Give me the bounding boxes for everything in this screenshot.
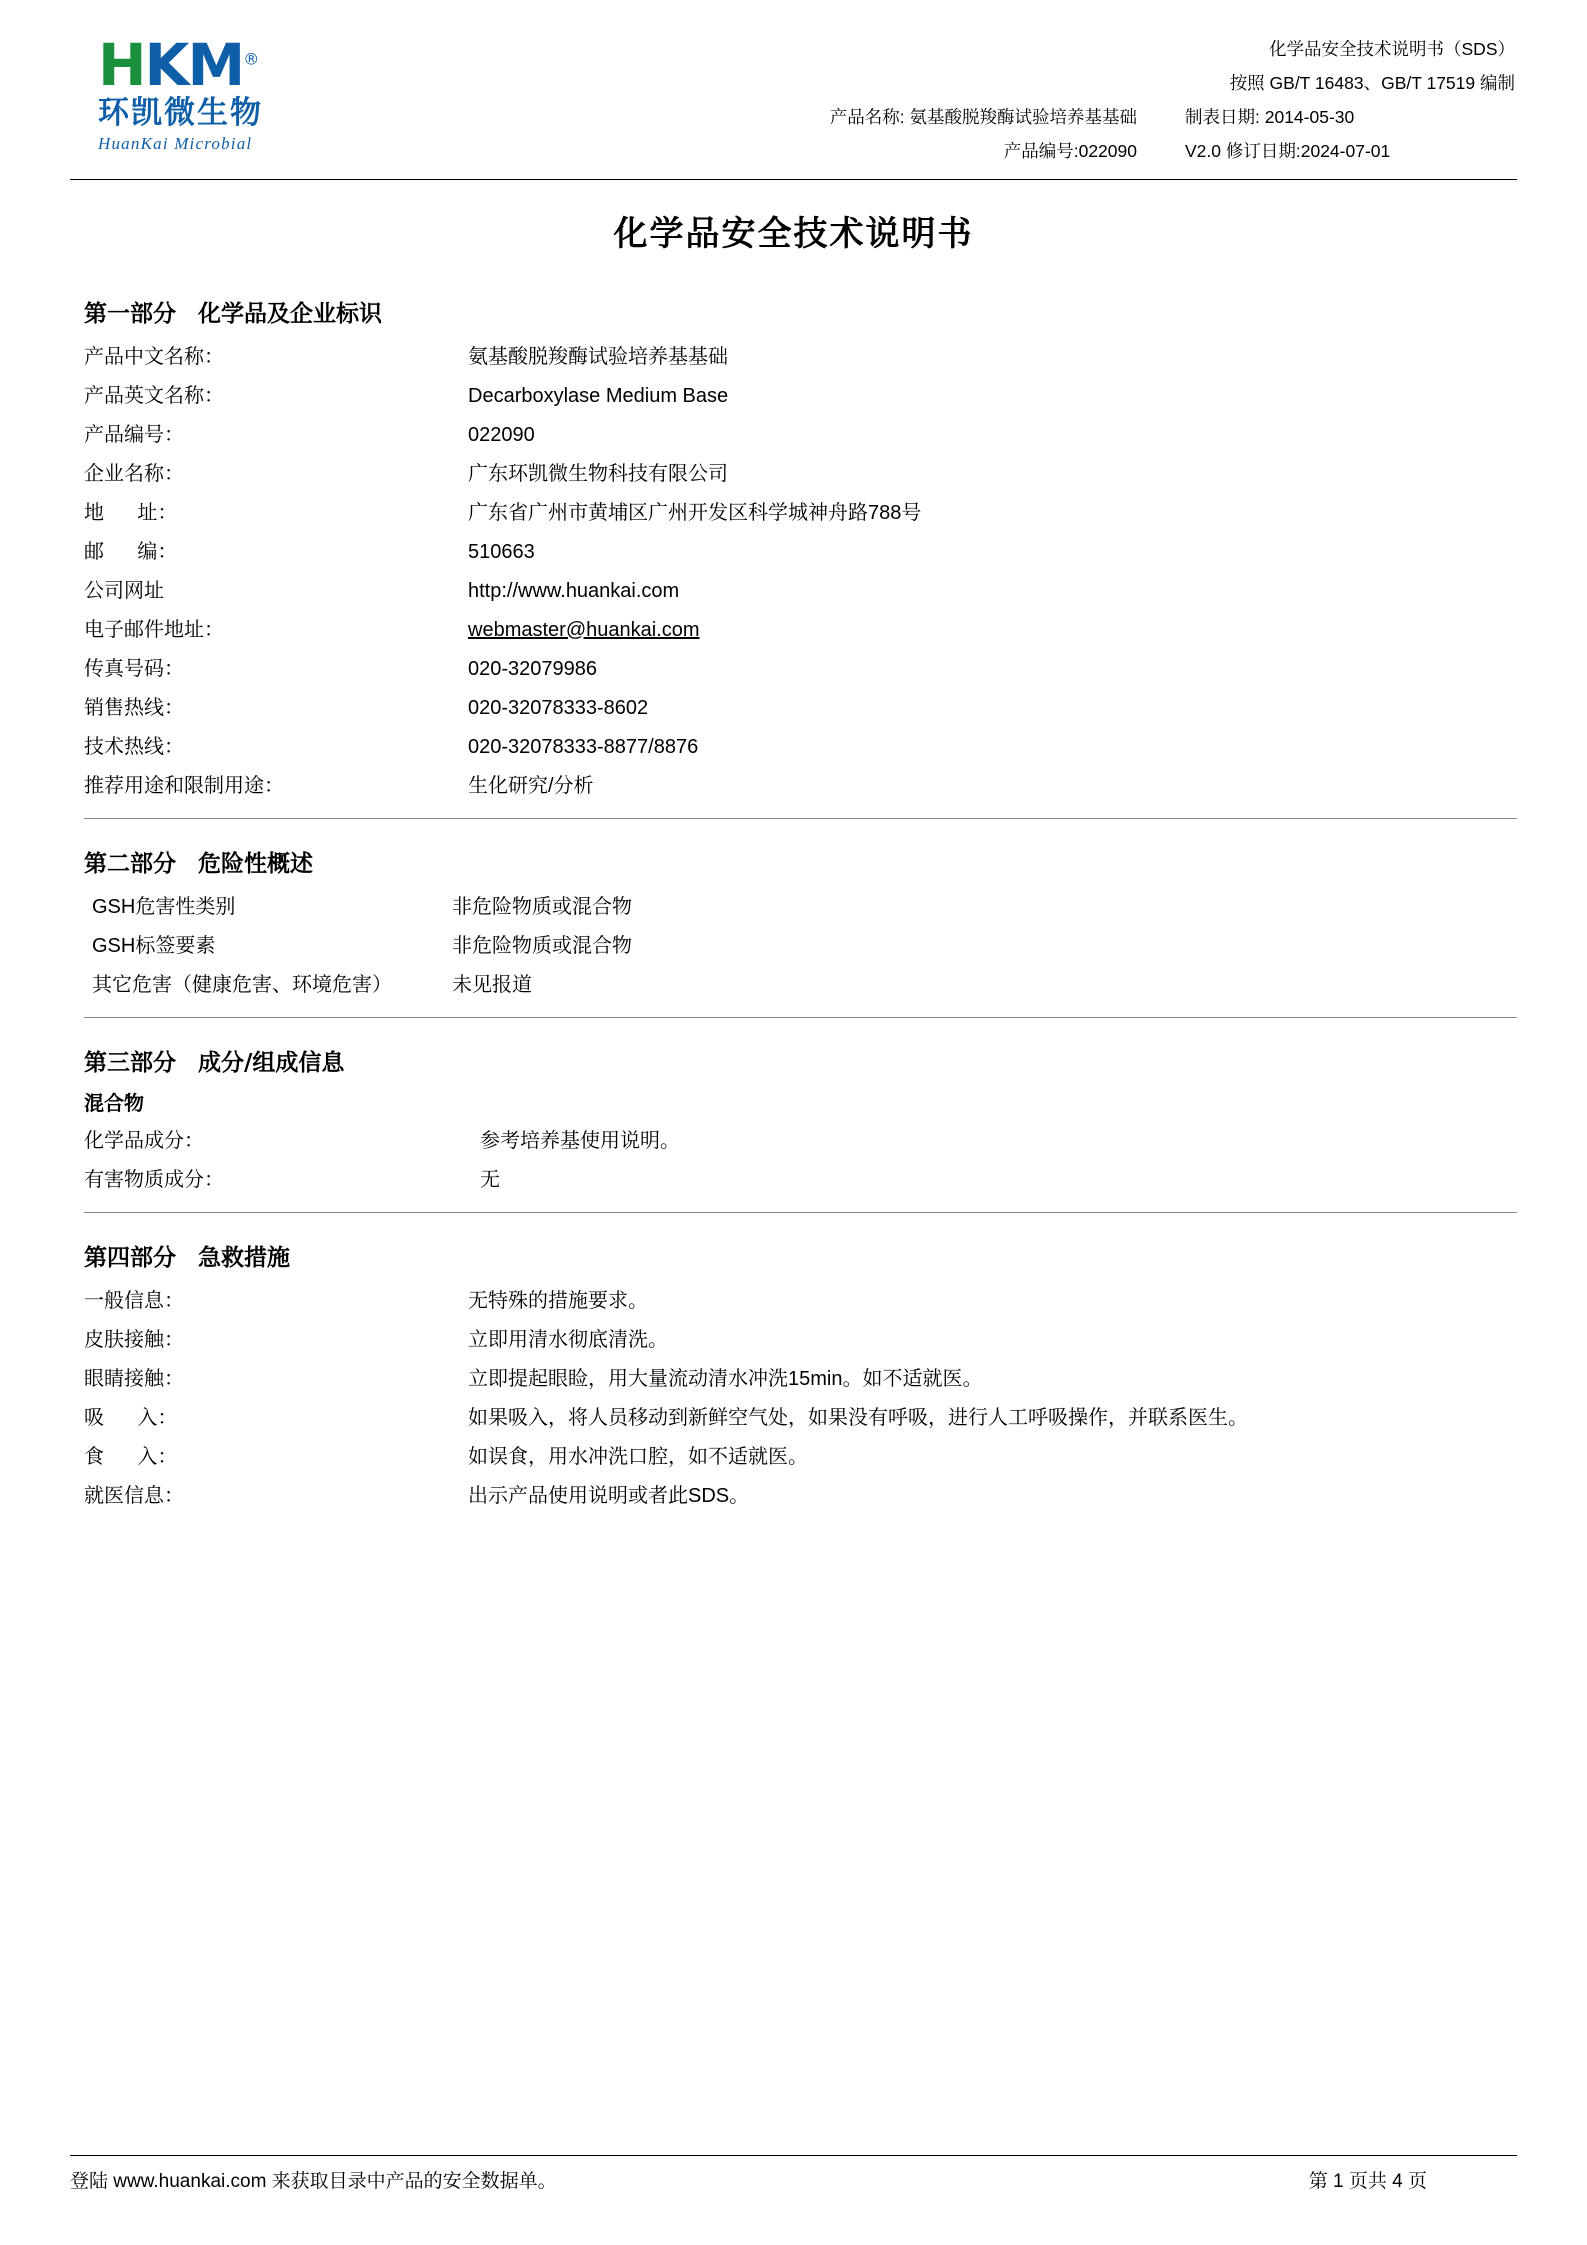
logo-name-chinese: 环凯微生物 bbox=[98, 95, 263, 131]
page-title: 化学品安全技术说明书 bbox=[613, 213, 974, 254]
label: 传真号码： bbox=[84, 657, 184, 680]
label: 推荐用途和限制用途： bbox=[84, 774, 284, 797]
row-ingestion bbox=[70, 1438, 1517, 1477]
label: 眼睛接触： bbox=[84, 1367, 184, 1390]
section-2-divider bbox=[84, 1017, 1517, 1018]
section-1-title bbox=[84, 295, 1517, 328]
row-postcode bbox=[70, 533, 1517, 572]
logo-wordmark bbox=[98, 31, 258, 99]
label: 公司网址 bbox=[84, 579, 164, 602]
section-hazards-identification bbox=[70, 845, 1517, 1018]
label: 其它危害（健康危害、环境危害） bbox=[92, 973, 392, 996]
value: 如误食，用水冲洗口腔，如不适就医。 bbox=[468, 1445, 808, 1468]
header-made-date: 制表日期: 2014-05-30 bbox=[1185, 107, 1355, 128]
section-3-divider bbox=[84, 1212, 1517, 1213]
section-1-divider bbox=[84, 818, 1517, 819]
header-row-product-code bbox=[398, 134, 1515, 168]
label: 销售热线： bbox=[84, 696, 184, 719]
value: 非危险物质或混合物 bbox=[452, 934, 632, 957]
section-3-subtitle: 混合物 bbox=[84, 1090, 144, 1115]
row-general-info bbox=[70, 1282, 1517, 1321]
label: 电子邮件地址： bbox=[84, 618, 224, 641]
row-product-code bbox=[70, 416, 1517, 455]
section-3-name: 成分/组成信息 bbox=[198, 1049, 345, 1076]
value: 未见报道 bbox=[452, 973, 532, 996]
header-sds-title: 化学品安全技术说明书（SDS） bbox=[1269, 39, 1515, 59]
row-other-hazards bbox=[70, 966, 1517, 1005]
label: 就医信息： bbox=[84, 1484, 184, 1507]
value: 广东省广州市黄埔区广州开发区科学城神舟路788号 bbox=[468, 501, 922, 524]
section-3-number: 第三部分 bbox=[84, 1049, 176, 1076]
value: 020-32079986 bbox=[468, 657, 598, 680]
label: GSH危害性类别 bbox=[92, 895, 236, 918]
value: 立即用清水彻底清洗。 bbox=[468, 1328, 668, 1351]
row-company-name bbox=[70, 455, 1517, 494]
label: 地 址： bbox=[84, 501, 178, 524]
label: 产品编号： bbox=[84, 423, 184, 446]
logo-letter-k: K bbox=[144, 31, 188, 99]
label: 化学品成分： bbox=[84, 1129, 204, 1152]
section-4-number: 第四部分 bbox=[84, 1244, 176, 1271]
row-hazardous-components bbox=[70, 1161, 1517, 1200]
registered-trademark-icon: ® bbox=[243, 49, 258, 69]
section-1-number: 第一部分 bbox=[84, 300, 176, 327]
section-2-title bbox=[84, 845, 1517, 878]
document-footer bbox=[70, 2147, 1517, 2193]
value: 如果吸入，将人员移动到新鲜空气处，如果没有呼吸，进行人工呼吸操作，并联系医生。 bbox=[468, 1406, 1248, 1429]
section-4-title bbox=[84, 1239, 1517, 1272]
row-eye-contact bbox=[70, 1360, 1517, 1399]
row-product-name-en bbox=[70, 377, 1517, 416]
value: 生化研究/分析 bbox=[468, 774, 594, 797]
header-row-product-name bbox=[398, 100, 1515, 134]
value: 广东环凯微生物科技有限公司 bbox=[468, 462, 728, 485]
footer-content bbox=[70, 2166, 1517, 2193]
section-2-number: 第二部分 bbox=[84, 850, 176, 877]
row-tech-hotline bbox=[70, 728, 1517, 767]
header-standard-line: 按照 GB/T 16483、GB/T 17519 编制 bbox=[1229, 73, 1515, 94]
section-1-rows bbox=[70, 338, 1517, 806]
row-email bbox=[70, 611, 1517, 650]
label: 食 入： bbox=[84, 1445, 178, 1468]
value: 020-32078333-8602 bbox=[468, 696, 649, 719]
row-recommended-use bbox=[70, 767, 1517, 806]
logo-letter-m: M bbox=[187, 31, 244, 99]
row-gsh-label-elements bbox=[70, 927, 1517, 966]
header-product-code: 产品编号:022090 bbox=[1003, 141, 1137, 162]
section-4-name: 急救措施 bbox=[198, 1244, 290, 1271]
email-link[interactable]: webmaster@huankai.com bbox=[468, 618, 700, 641]
value: 510663 bbox=[468, 540, 535, 563]
row-chemical-components bbox=[70, 1122, 1517, 1161]
section-4-rows bbox=[70, 1282, 1517, 1516]
section-3-title bbox=[84, 1044, 1517, 1077]
logo-letter-h: H bbox=[98, 31, 145, 99]
value: 无特殊的措施要求。 bbox=[468, 1289, 648, 1312]
row-fax bbox=[70, 650, 1517, 689]
row-skin-contact bbox=[70, 1321, 1517, 1360]
label: 邮 编： bbox=[84, 540, 178, 563]
header-meta-block bbox=[398, 26, 1517, 169]
footer-note: 登陆 www.huankai.com 来获取目录中产品的安全数据单。 bbox=[70, 2171, 557, 2192]
value: 无 bbox=[480, 1168, 500, 1191]
value[interactable]: http://www.huankai.com bbox=[468, 579, 680, 602]
row-medical-info bbox=[70, 1477, 1517, 1516]
label: 产品中文名称： bbox=[84, 345, 224, 368]
label: 有害物质成分： bbox=[84, 1168, 224, 1191]
value bbox=[400, 612, 1517, 649]
value: 非危险物质或混合物 bbox=[452, 895, 632, 918]
value: 立即提起眼睑，用大量流动清水冲洗15min。如不适就医。 bbox=[468, 1367, 983, 1390]
section-chemical-and-company-identification bbox=[70, 295, 1517, 819]
header-divider bbox=[70, 179, 1517, 180]
value: 参考培养基使用说明。 bbox=[480, 1129, 680, 1152]
section-2-name: 危险性概述 bbox=[198, 850, 313, 877]
value: Decarboxylase Medium Base bbox=[468, 384, 729, 407]
label: 一般信息： bbox=[84, 1289, 184, 1312]
document-header bbox=[70, 26, 1517, 175]
page-number: 第 1 页共 4 页 bbox=[1308, 2171, 1427, 2192]
section-first-aid-measures bbox=[70, 1239, 1517, 1516]
footer-divider bbox=[70, 2155, 1517, 2156]
row-sales-hotline bbox=[70, 689, 1517, 728]
header-product-name: 产品名称: 氨基酸脱羧酶试验培养基基础 bbox=[829, 107, 1137, 128]
label: 产品英文名称： bbox=[84, 384, 224, 407]
section-composition-information bbox=[70, 1044, 1517, 1213]
row-inhalation bbox=[70, 1399, 1517, 1438]
logo-name-english: HuanKai Microbial bbox=[98, 133, 253, 153]
label: 企业名称： bbox=[84, 462, 184, 485]
label: 吸 入： bbox=[84, 1406, 178, 1429]
value: 022090 bbox=[468, 423, 535, 446]
header-revision-date: V2.0 修订日期:2024-07-01 bbox=[1185, 141, 1391, 162]
section-2-rows bbox=[70, 888, 1517, 1005]
row-address bbox=[70, 494, 1517, 533]
value: 氨基酸脱羧酶试验培养基基础 bbox=[468, 345, 728, 368]
row-gsh-hazard-class bbox=[70, 888, 1517, 927]
value: 出示产品使用说明或者此SDS。 bbox=[468, 1484, 750, 1507]
label: 皮肤接触： bbox=[84, 1328, 184, 1351]
label: 技术热线： bbox=[84, 735, 184, 758]
row-product-name-cn bbox=[70, 338, 1517, 377]
label: GSH标签要素 bbox=[92, 934, 216, 957]
company-logo bbox=[70, 26, 398, 154]
section-3-rows bbox=[70, 1122, 1517, 1200]
row-website bbox=[70, 572, 1517, 611]
value: 020-32078333-8877/8876 bbox=[468, 735, 699, 758]
section-1-name: 化学品及企业标识 bbox=[198, 300, 382, 327]
